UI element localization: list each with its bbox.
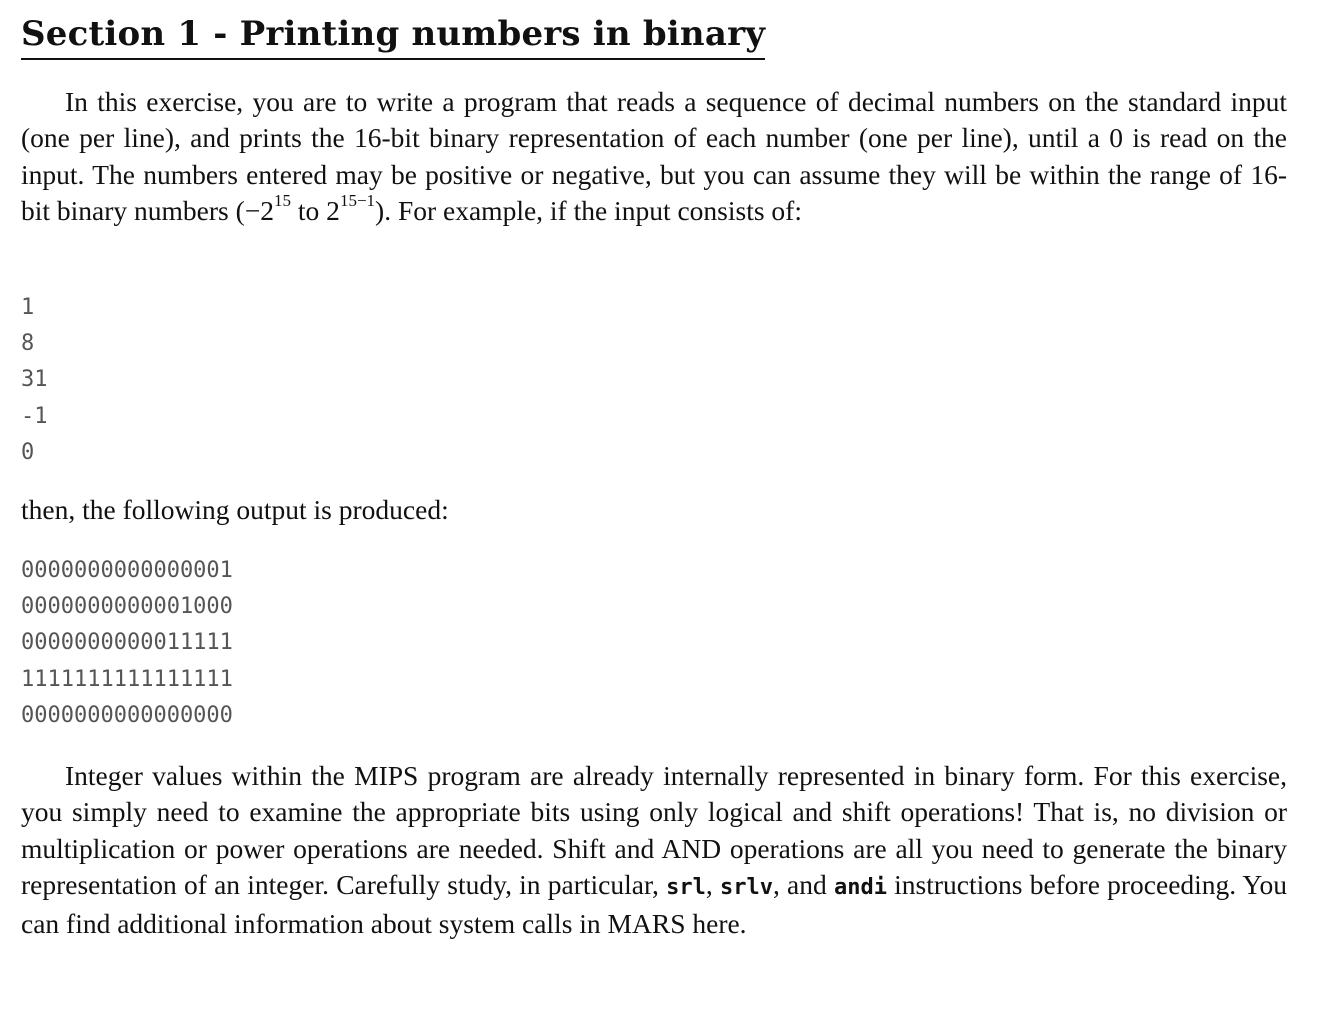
intro-text-part3: ). For example, if the input consists of: <box>375 194 802 226</box>
intro-exponent-2: 15−1 <box>339 190 376 210</box>
output-intro-paragraph: then, the following output is produced: <box>21 494 449 525</box>
code-andi: andi <box>833 874 887 900</box>
closing-paragraph <box>21 758 1287 942</box>
code-srl: srl <box>666 874 706 900</box>
intro-text-part2: to 2 <box>291 194 340 226</box>
input-line: 31 <box>21 367 48 393</box>
intro-exponent-1: 15 <box>274 190 292 210</box>
output-line: 0000000000011111 <box>21 630 233 656</box>
output-line: 0000000000000000 <box>21 702 233 728</box>
input-example-block <box>21 290 48 471</box>
input-line: 8 <box>21 331 35 357</box>
output-line: 0000000000000001 <box>21 558 233 583</box>
section-heading: Section 1 - Printing numbers in binary <box>21 12 765 60</box>
intro-paragraph <box>21 84 1287 229</box>
intro-text-part1: In this exercise, you are to write a program that reads a sequence of decimal numbers on the standard input (one per line), and prints the 16-bit binary representation of each number (one per line), until a 0 is read on the input. The numbers entered may be positive or negative, but you can assume they will be within the range of 16-bit binary numbers (−2 <box>21 86 1287 226</box>
output-example-block <box>21 553 233 734</box>
input-line: -1 <box>21 403 48 429</box>
code-srlv: srlv <box>719 874 773 900</box>
closing-text-part1: Integer values within the MIPS program are already internally represented in binary form. For this exercise, you simply need to examine the appropriate bits using only logical and shift operations! That is, no division or multiplication or power operations are needed. Shift and AND operations are all you need to generate the binary representation of an integer. Carefully study, in particular, <box>21 760 1287 900</box>
output-line: 1111111111111111 <box>21 666 233 692</box>
closing-separator-1: , <box>705 868 720 900</box>
closing-text-part2: instructions before proceeding. You can find additional information about system calls in MARS here. <box>21 868 1287 940</box>
closing-separator-2: , and <box>772 868 834 900</box>
output-line: 0000000000001000 <box>21 594 233 620</box>
input-line: 1 <box>21 295 35 320</box>
input-line: 0 <box>21 439 35 465</box>
